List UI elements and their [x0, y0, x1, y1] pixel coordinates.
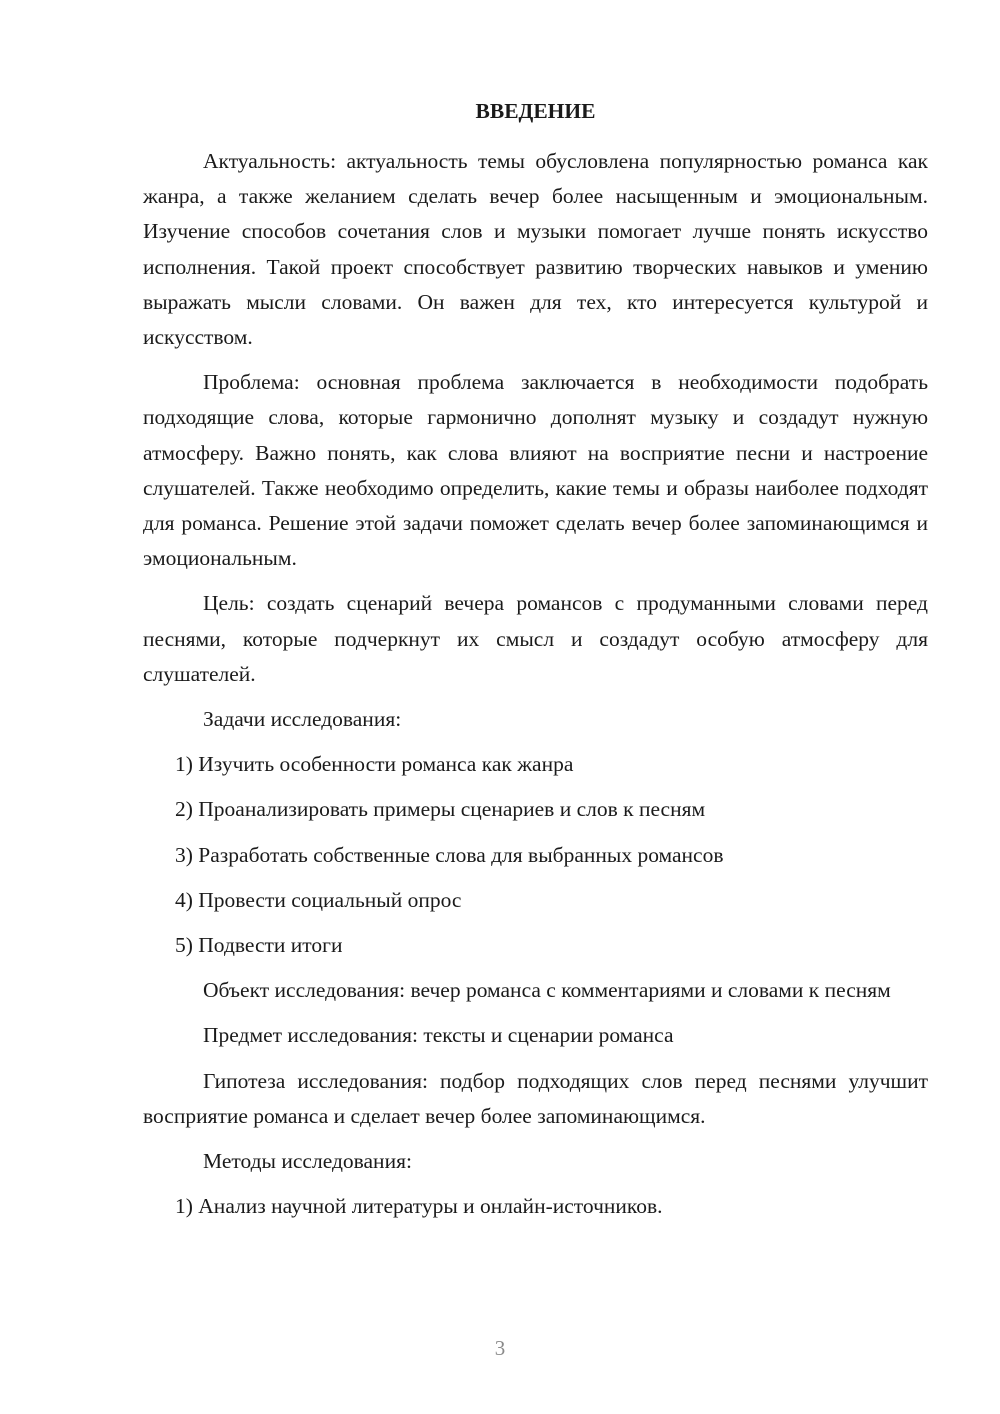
paragraph-problem: Проблема: основная проблема заключается в необходимости подобрать подходящие слова, которые гармонично дополнят музыку и создадут нужную атмосферу. Важно понять, как слова влияют на восприятие песни и настроение слушателей. Также необходимо определить, какие темы и образы наиболее подходят для романса. Решение этой задачи поможет сделать вечер более запоминающимся и эмоциональным. [143, 370, 928, 571]
page-content [143, 96, 928, 1234]
methods-heading: Методы исследования: [203, 1149, 412, 1174]
list-item: 3) Разработать собственные слова для выбранных романсов [175, 842, 724, 867]
page-number: 3 [494, 1336, 506, 1360]
paragraph-relevance: Актуальность: актуальность темы обусловлена популярностью романса как жанра, а также желанием сделать вечер более насыщенным и эмоциональным. Изучение способов сочетания слов и музыки помогает лучше понять искусство исполнения. Такой проект способствует развитию творческих навыков и умению выражать мысли словами. Он важен для тех, кто интересуется культурой и искусством. [143, 149, 928, 350]
list-item: 5) Подвести итоги [175, 933, 343, 958]
paragraph-goal: Цель: создать сценарий вечера романсов с продуманными словами перед песнями, которые подчеркнут их смысл и создадут особую атмосферу для слушателей. [143, 591, 928, 686]
methods-list [143, 1189, 928, 1224]
paragraph-hypothesis: Гипотеза исследования: подбор подходящих слов перед песнями улучшит восприятие романса и сделает вечер более запоминающимся. [143, 1068, 928, 1128]
list-item: 2) Проанализировать примеры сценариев и слов к песням [175, 797, 706, 822]
page-title: ВВЕДЕНИЕ [475, 99, 596, 123]
paragraph-object: Объект исследования: вечер романса с комментариями и словами к песням [203, 978, 891, 1003]
list-item: 1) Изучить особенности романса как жанра [175, 752, 574, 777]
list-item: 4) Провести социальный опрос [175, 887, 462, 912]
tasks-heading: Задачи исследования: [203, 707, 402, 732]
tasks-list [143, 747, 928, 963]
paragraph-subject: Предмет исследования: тексты и сценарии романса [203, 1023, 674, 1048]
list-item: 1) Анализ научной литературы и онлайн-источников. [175, 1194, 663, 1219]
